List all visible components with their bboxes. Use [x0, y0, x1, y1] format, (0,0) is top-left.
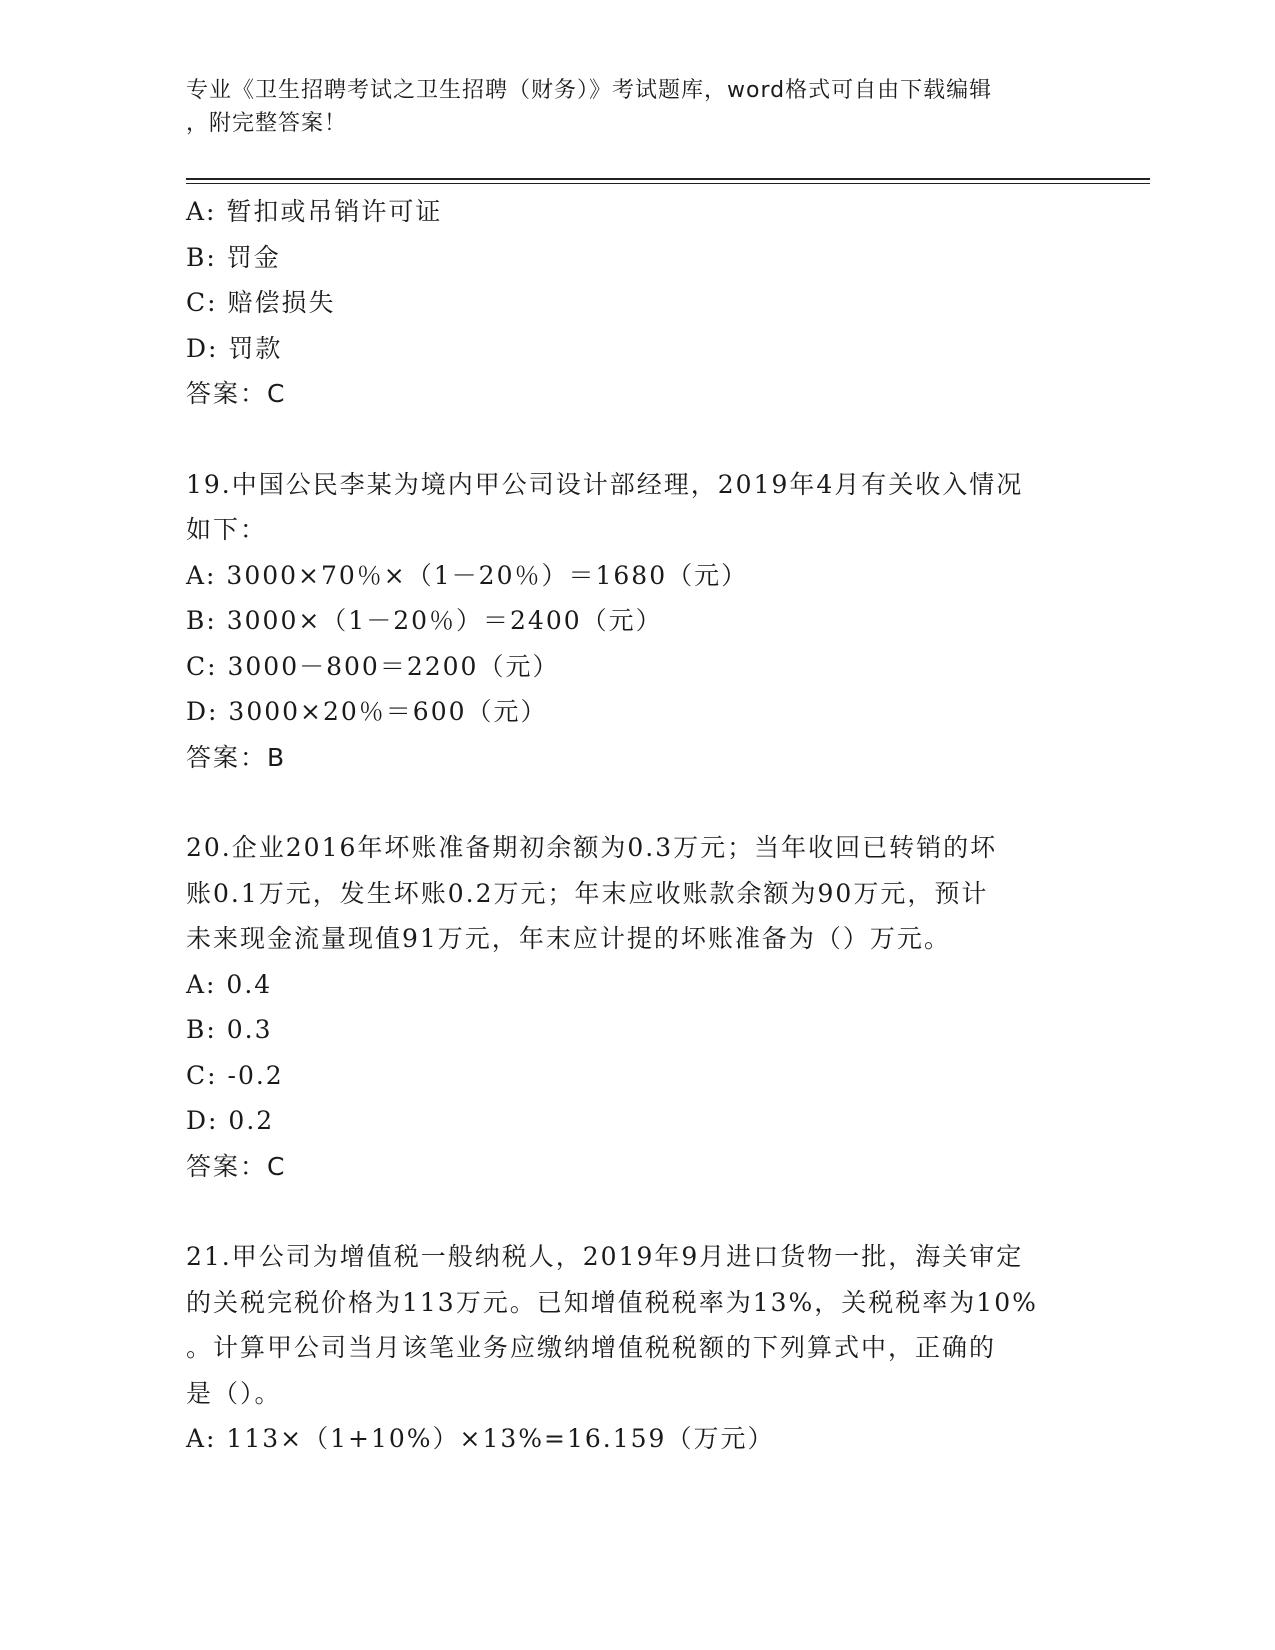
option-a: A: 3000×70％×（1－20％）＝1680（元） [186, 560, 749, 590]
question-18 [186, 189, 1086, 417]
question-20 [186, 825, 1086, 1189]
question-stem-line: 的关税完税价格为113万元。已知增值税税率为13%，关税税率为10% [186, 1287, 1038, 1317]
question-stem-line: 是（）。 [186, 1378, 282, 1408]
question-stem-line: 。计算甲公司当月该笔业务应缴纳增值税税额的下列算式中，正确的 [186, 1333, 997, 1362]
answer: 答案：C [186, 1151, 287, 1181]
spacer [186, 417, 1086, 462]
option-a: A: 0.4 [186, 969, 273, 999]
option-d: D: 3000×20％＝600（元） [186, 697, 548, 726]
question-21 [186, 1234, 1086, 1462]
question-stem-line: 账0.1万元，发生坏账0.2万元；年末应收账款余额为90万元，预计 [186, 878, 989, 908]
option-a: A: 暂扣或吊销许可证 [186, 197, 443, 226]
question-19 [186, 462, 1086, 781]
header-rule-thin [186, 183, 1150, 184]
option-b: B: 罚金 [186, 242, 281, 272]
option-c: C: -0.2 [186, 1060, 284, 1090]
document-header [186, 74, 1066, 140]
question-stem-line: 21.甲公司为增值税一般纳税人，2019年9月进口货物一批，海关审定 [186, 1242, 1024, 1271]
spacer [186, 780, 1086, 825]
answer: 答案：B [186, 742, 287, 772]
option-d: D: 0.2 [186, 1106, 275, 1135]
option-a: A: 113×（1+10%）×13%=16.159（万元） [186, 1424, 775, 1453]
question-stem-line: 未来现金流量现值91万元，年末应计提的坏账准备为（）万元。 [186, 924, 951, 953]
header-line-2: ，附完整答案！ [186, 111, 348, 136]
question-stem-line: 20.企业2016年坏账准备期初余额为0.3万元；当年收回已转销的坏 [186, 833, 998, 862]
spacer [186, 1189, 1086, 1234]
header-line-1: 专业《卫生招聘考试之卫生招聘（财务）》考试题库，word格式可自由下载编辑 [186, 78, 993, 103]
header-rule-thick [186, 178, 1150, 180]
option-b: B: 3000×（1－20％）＝2400（元） [186, 606, 663, 635]
question-stem-line: 如下： [186, 515, 268, 544]
option-d: D: 罚款 [186, 333, 283, 363]
question-stem-line: 19.中国公民李某为境内甲公司设计部经理，2019年4月有关收入情况 [186, 469, 1024, 499]
option-c: C: 赔偿损失 [186, 288, 336, 317]
option-b: B: 0.3 [186, 1015, 273, 1044]
option-c: C: 3000－800＝2200（元） [186, 651, 560, 681]
question-list [186, 189, 1086, 1462]
answer: 答案：C [186, 379, 287, 408]
